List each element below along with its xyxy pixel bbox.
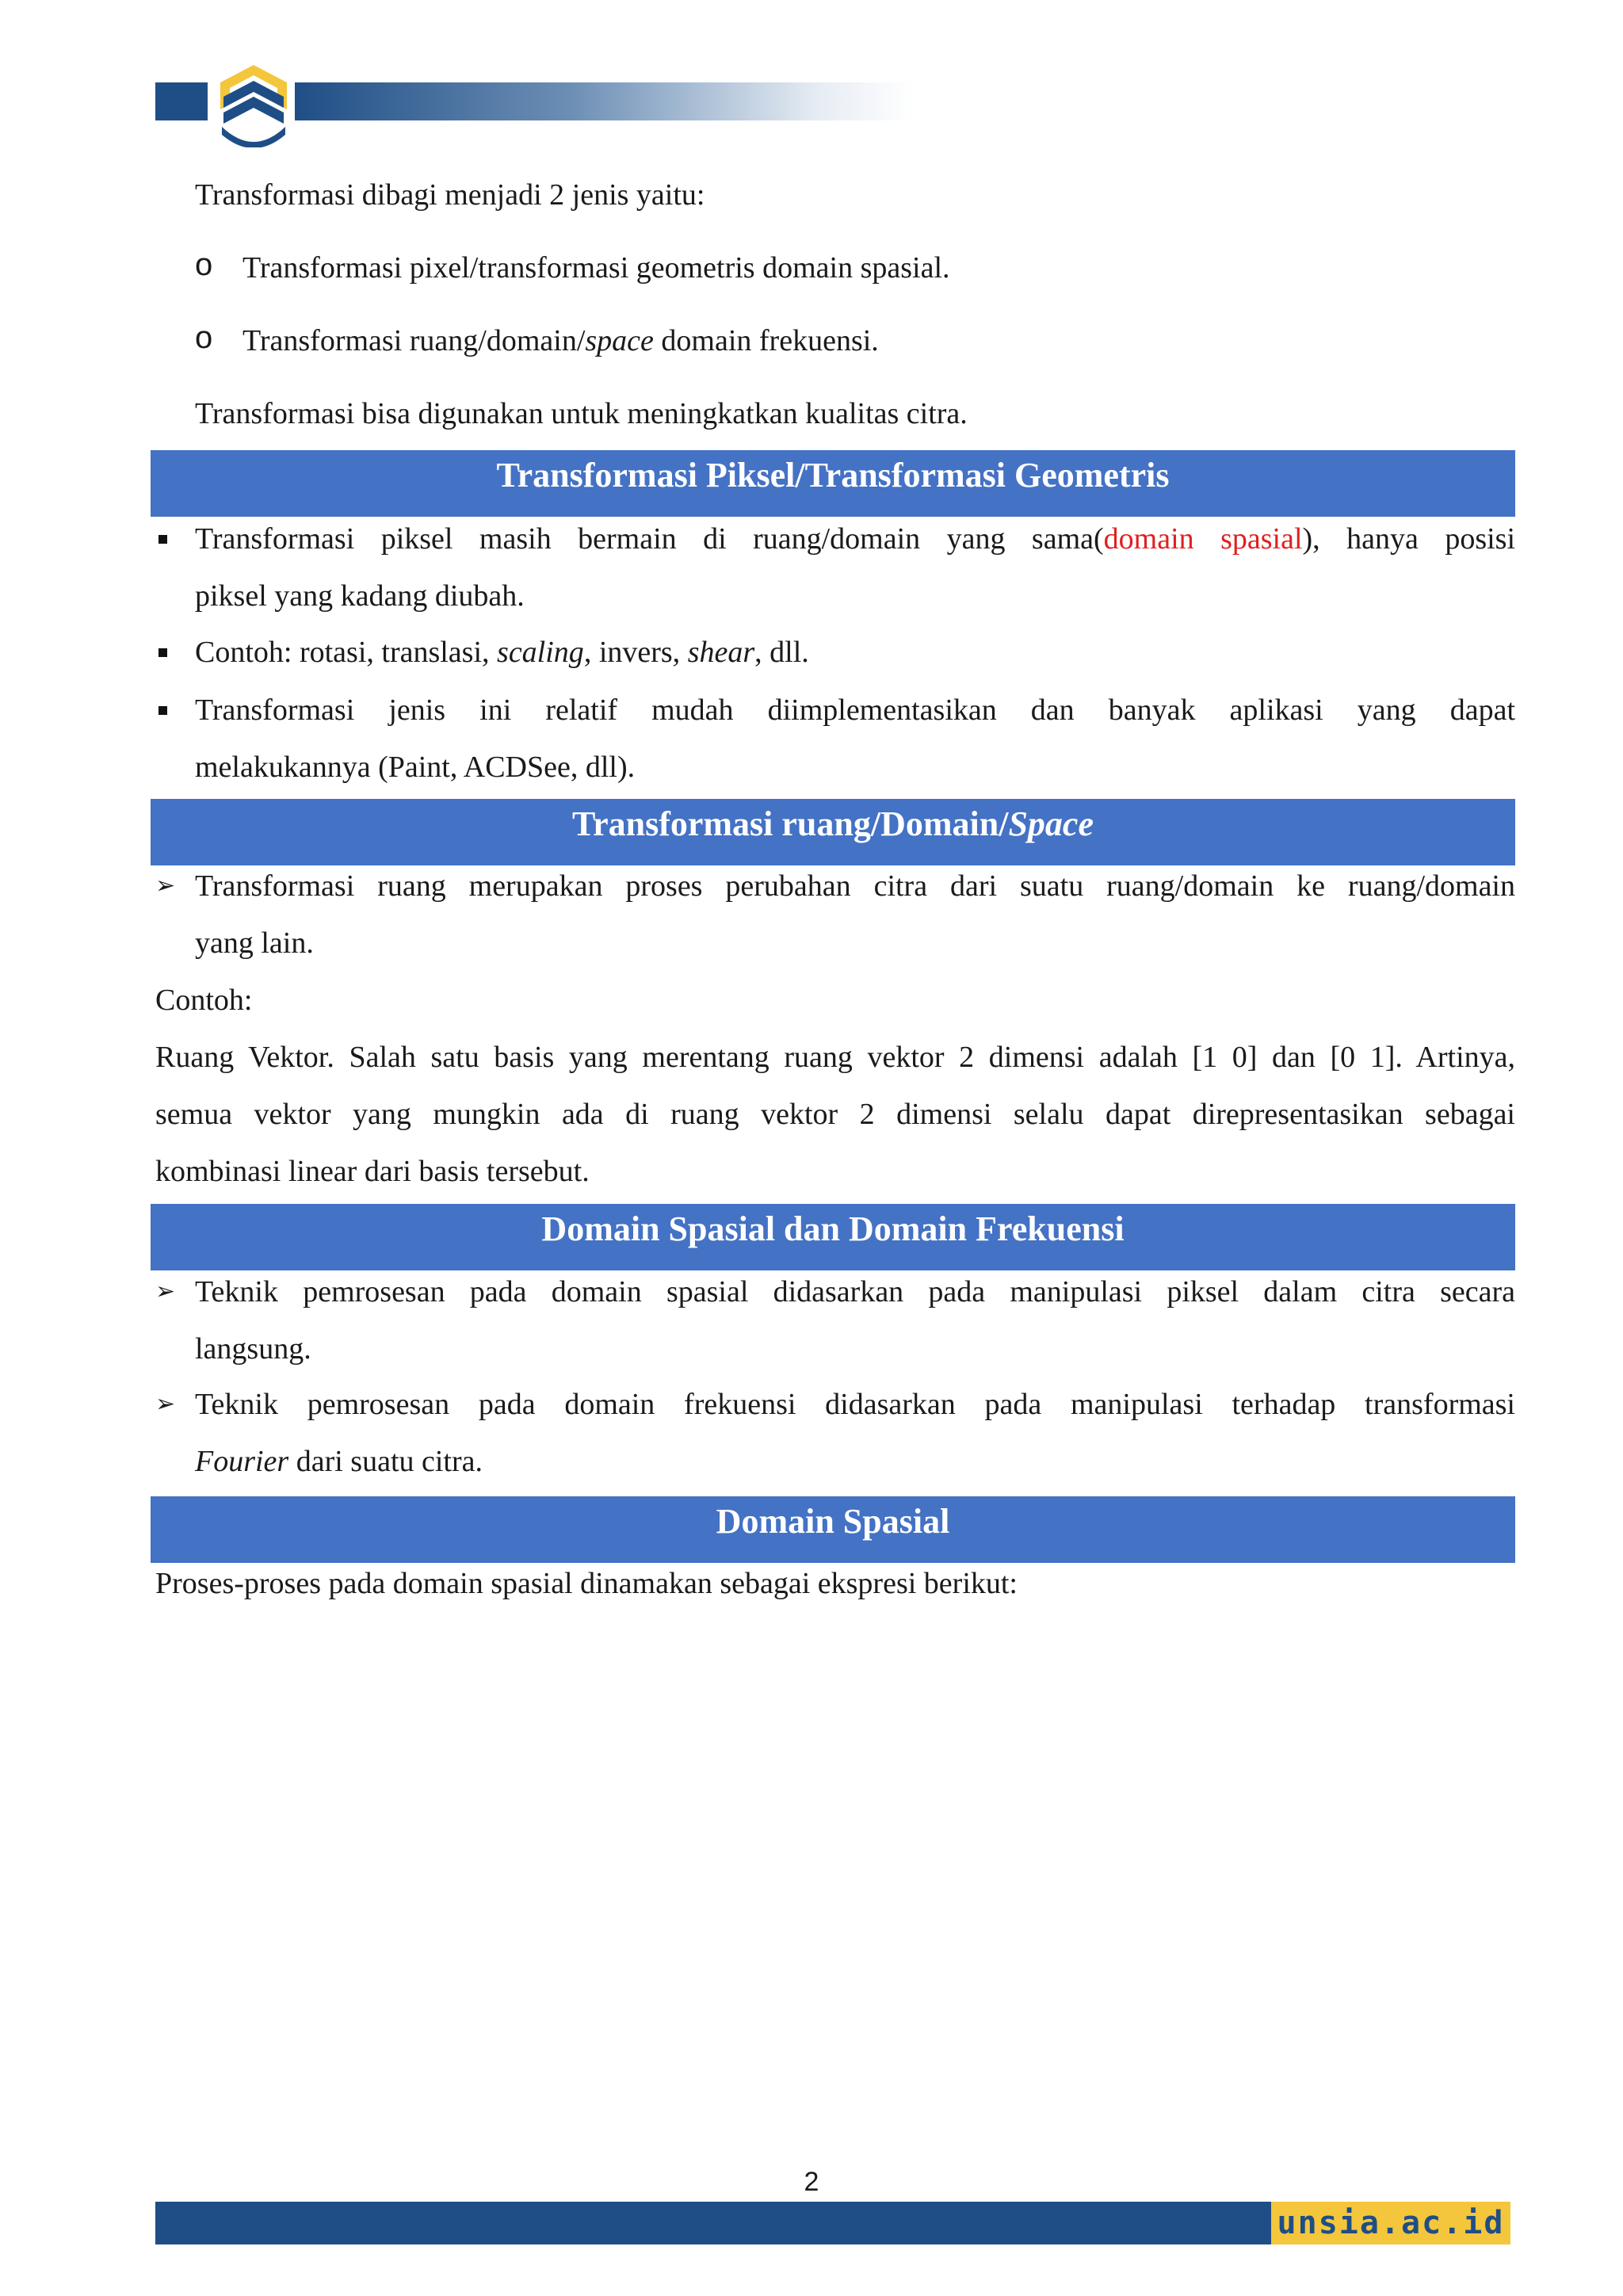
intro-text: Transformasi dibagi menjadi 2 jenis yaitu: — [195, 178, 705, 212]
bullet-text-part: ), hanya posisi — [1302, 522, 1516, 556]
section-heading: Transformasi Piksel/Transformasi Geometris — [151, 450, 1515, 517]
header-left-block — [155, 82, 208, 120]
bullet-text-part: Transformasi piksel masih bermain di ruang/domain yang sama( — [195, 522, 1104, 556]
university-logo-icon — [214, 62, 293, 147]
list-item-text: Transformasi pixel/transformasi geometris domain spasial. — [242, 251, 950, 285]
bullet-text-italic: shear — [687, 636, 755, 669]
section-heading-italic: Space — [1008, 804, 1094, 843]
section-heading: Domain Spasial dan Domain Frekuensi — [151, 1204, 1515, 1270]
footer-bar — [155, 2202, 1271, 2244]
bullet-text: Teknik pemrosesan pada domain frekuensi didasarkan pada manipulasi terhadap transformasi — [195, 1388, 1515, 1421]
bullet-text — [195, 624, 809, 681]
bullet-text-continued: yang lain. — [195, 926, 314, 960]
bullet-text-part: , dll. — [754, 636, 809, 669]
bullet-text-continued: melakukannya (Paint, ACDSee, dll). — [195, 751, 636, 784]
intro-text: Transformasi bisa digunakan untuk meningkatkan kualitas citra. — [195, 397, 968, 430]
bullet-text-continued — [195, 1433, 483, 1490]
bullet-text: Teknik pemrosesan pada domain spasial didasarkan pada manipulasi piksel dalam citra secara — [195, 1275, 1515, 1308]
page-number: 2 — [804, 2167, 819, 2197]
bullet-text-italic: scaling — [497, 636, 584, 669]
square-bullet-icon — [158, 535, 167, 544]
paragraph-line: kombinasi linear dari basis tersebut. — [155, 1155, 590, 1188]
section-heading — [151, 799, 1515, 865]
list-item-text-end: domain frekuensi. — [653, 324, 879, 357]
arrow-bullet-icon: ➢ — [155, 1278, 176, 1305]
arrow-bullet-icon: ➢ — [155, 872, 176, 900]
list-item — [242, 239, 950, 296]
section-heading: Domain Spasial — [151, 1496, 1515, 1563]
list-item-italic: space — [585, 324, 654, 357]
list-item — [242, 312, 879, 369]
circle-bullet-icon: o — [195, 247, 213, 282]
bullet-text: Transformasi ruang merupakan proses perubahan citra dari suatu ruang/domain ke ruang/domain — [195, 869, 1515, 903]
bullet-text-part: dari suatu citra. — [288, 1445, 483, 1478]
footer-website: unsia.ac.id — [1271, 2202, 1510, 2244]
header-gradient-bar — [295, 82, 913, 120]
square-bullet-icon — [158, 648, 167, 657]
bullet-text: Transformasi jenis ini relatif mudah diimplementasikan dan banyak aplikasi yang dapat — [195, 693, 1515, 727]
bullet-text-continued: langsung. — [195, 1332, 311, 1366]
bullet-text-continued: piksel yang kadang diubah. — [195, 579, 525, 613]
bullet-text-italic: Fourier — [195, 1445, 289, 1478]
section-heading-text: Transformasi ruang/Domain/ — [572, 804, 1009, 843]
circle-bullet-icon: o — [195, 320, 213, 355]
highlight-text: domain spasial — [1103, 522, 1303, 556]
paragraph-line: Proses-proses pada domain spasial dinamakan sebagai ekspresi berikut: — [155, 1567, 1018, 1600]
square-bullet-icon — [158, 706, 167, 715]
bullet-text — [195, 510, 1515, 567]
paragraph-line: Ruang Vektor. Salah satu basis yang merentang ruang vektor 2 dimensi adalah [1 0] dan [0 1]. Artinya, — [155, 1041, 1515, 1074]
arrow-bullet-icon: ➢ — [155, 1390, 176, 1418]
page-header — [0, 0, 1623, 174]
bullet-text-part: Contoh: rotasi, translasi, — [195, 636, 498, 669]
list-item-text: Transformasi ruang/domain/ — [242, 324, 586, 357]
example-label: Contoh: — [155, 984, 253, 1017]
paragraph-line: semua vektor yang mungkin ada di ruang vektor 2 dimensi selalu dapat direpresentasikan sebagai — [155, 1098, 1515, 1131]
bullet-text-part: , invers, — [583, 636, 688, 669]
